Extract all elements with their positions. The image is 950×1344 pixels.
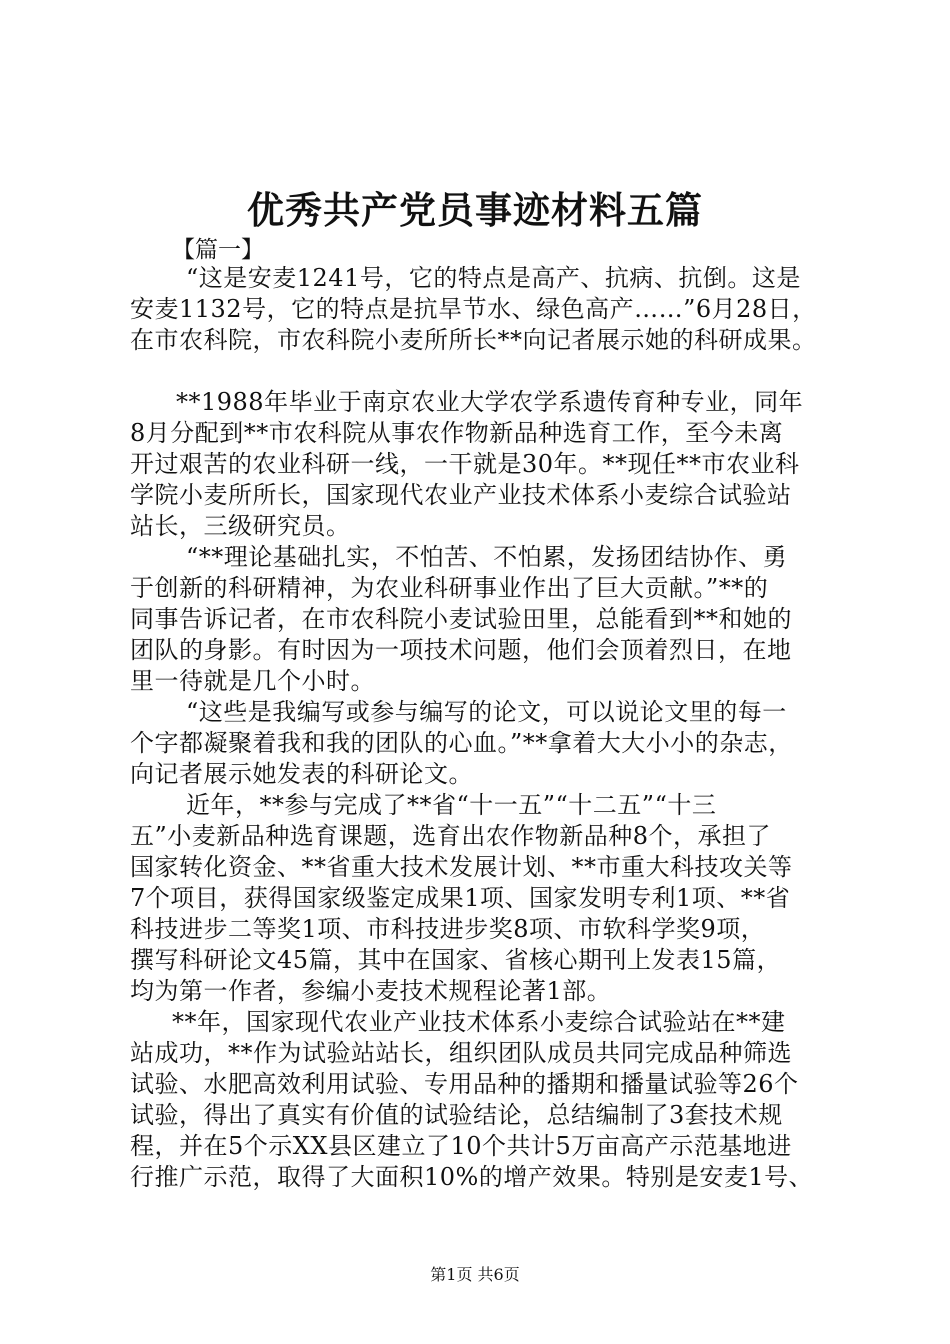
text-line: 同事告诉记者，在市农科院小麦试验田里，总能看到**和她的 bbox=[130, 605, 792, 633]
text-line: **1988年毕业于南京农业大学农学系遗传育种专业，同年 bbox=[176, 388, 804, 416]
text-line: 均为第一作者，参编小麦技术规程论著1部。 bbox=[130, 977, 612, 1005]
text-line: 8月分配到**市农科院从事农作物新品种选育工作，至今未离 bbox=[130, 419, 784, 447]
text-line: 五”小麦新品种选育课题，选育出农作物新品种8个，承担了 bbox=[130, 822, 772, 850]
text-line: 在市农科院，市农科院小麦所所长**向记者展示她的科研成果。 bbox=[130, 326, 817, 354]
text-line: 个字都凝聚着我和我的团队的心血。”**拿着大大小小的杂志， bbox=[130, 729, 793, 757]
text-line: 行推广示范，取得了大面积10%的增产效果。特别是安麦1号、 bbox=[130, 1163, 814, 1191]
text-line: 学院小麦所所长，国家现代农业产业技术体系小麦综合试验站 bbox=[130, 481, 792, 509]
text-line: 试验、水肥高效利用试验、专用品种的播期和播量试验等26个 bbox=[130, 1070, 799, 1098]
text-line: “这是安麦1241号，它的特点是高产、抗病、抗倒。这是 bbox=[186, 264, 801, 292]
text-line: 于创新的科研精神，为农业科研事业作出了巨大贡献。”**的 bbox=[130, 574, 769, 602]
text-line: 近年，**参与完成了**省“十一五”“十二五”“十三 bbox=[186, 791, 717, 819]
text-line: 站成功，**作为试验站站长，组织团队成员共同完成品种筛选 bbox=[130, 1039, 792, 1067]
text-line: 站长，三级研究员。 bbox=[130, 512, 351, 540]
text-line: 里一待就是几个小时。 bbox=[130, 667, 375, 695]
document-title: 优秀共产党员事迹材料五篇 bbox=[247, 188, 703, 232]
text-line: “**理论基础扎实，不怕苦、不怕累，发扬团结协作、勇 bbox=[186, 543, 788, 571]
text-line: 向记者展示她发表的科研论文。 bbox=[130, 760, 473, 788]
text-line: 程，并在5个示XX县区建立了10个共计5万亩高产示范基地进 bbox=[130, 1132, 792, 1160]
text-line: 试验，得出了真实有价值的试验结论，总结编制了3套技术规 bbox=[130, 1101, 783, 1129]
text-line: 科技进步二等奖1项、市科技进步奖8项、市软科学奖9项， bbox=[130, 915, 766, 943]
text-line: 7个项目，获得国家级鉴定成果1项、国家发明专利1项、**省 bbox=[130, 884, 791, 912]
text-line: 撰写科研论文45篇，其中在国家、省核心期刊上发表15篇， bbox=[130, 946, 782, 974]
text-line: 团队的身影。有时因为一项技术问题，他们会顶着烈日，在地 bbox=[130, 636, 792, 664]
text-line: **年，国家现代农业产业技术体系小麦综合试验站在**建 bbox=[172, 1008, 786, 1036]
text-line: 国家转化资金、**省重大技术发展计划、**市重大科技攻关等 bbox=[130, 853, 793, 881]
text-line: 安麦1132号，它的特点是抗旱节水、绿色高产……”6月28日， bbox=[130, 295, 817, 323]
text-line: 开过艰苦的农业科研一线，一干就是30年。**现任**市农业科 bbox=[130, 450, 800, 478]
page-footer: 第1页 共6页 bbox=[430, 1265, 520, 1284]
text-line: “这些是我编写或参与编写的论文，可以说论文里的每一 bbox=[186, 698, 787, 726]
section-label: 【篇一】 bbox=[172, 237, 264, 263]
